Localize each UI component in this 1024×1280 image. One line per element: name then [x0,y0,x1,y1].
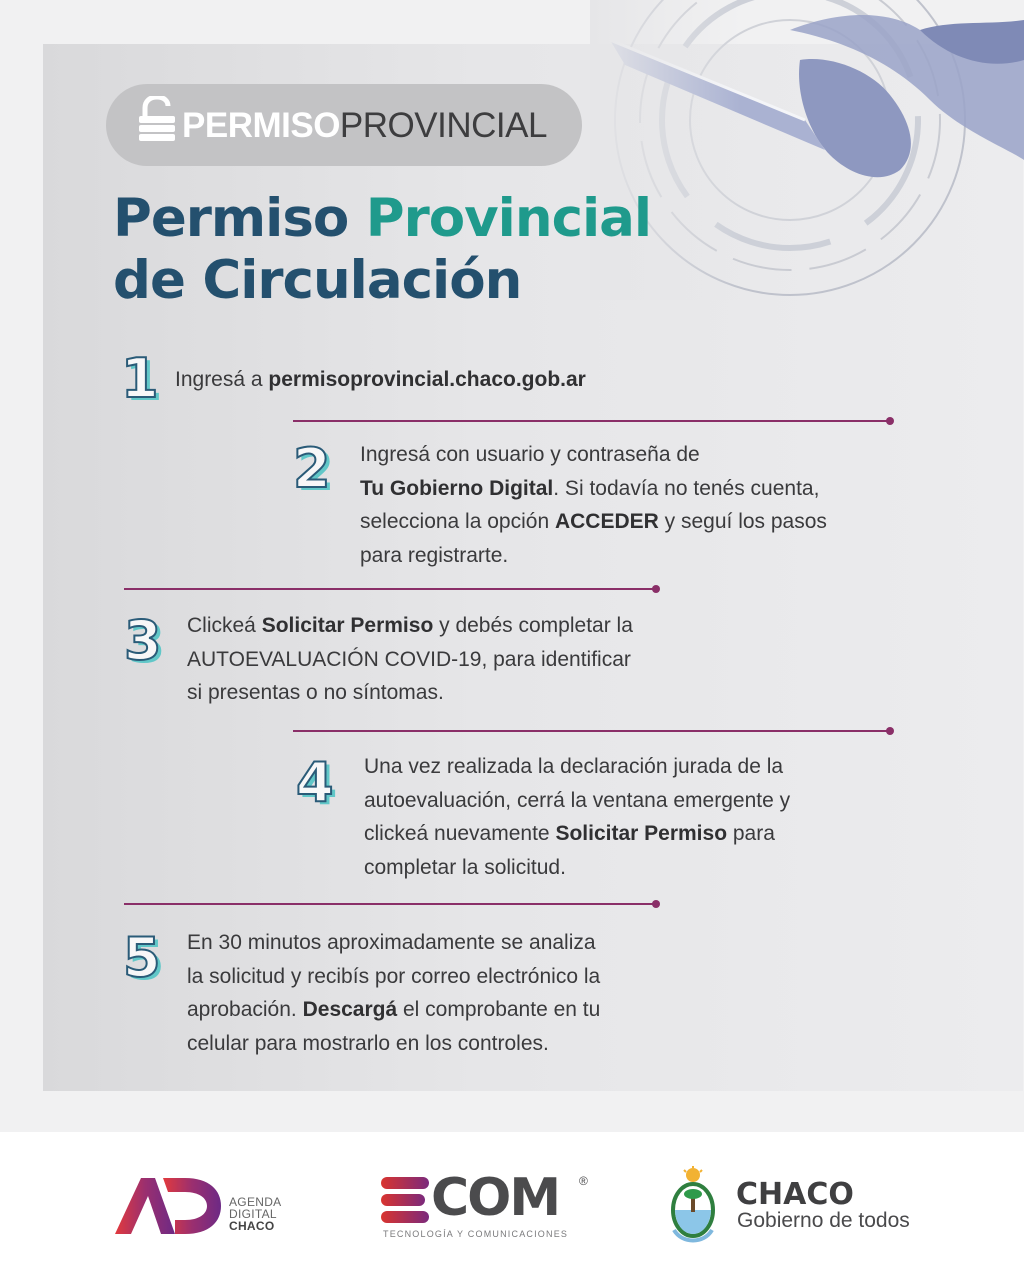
badge-text [182,104,547,148]
divider [293,420,891,422]
page-title [113,188,651,312]
title-word-provincial: Provincial [365,188,652,249]
agenda-digital-logo-icon [113,1176,223,1236]
divider [124,588,657,590]
step-4-text: Una vez realizada la declaración jurada de la autoevaluación, cerrá la ventana emergente y clickeá nuevamente Solicitar Permiso para completar la solicitud. [364,755,791,879]
divider [124,903,657,905]
hand-phone-illustration [590,0,1024,300]
step-1-number: 1 [121,347,159,410]
step-3-text: Clickeá Solicitar Permiso y debés completar la AUTOEVALUACIÓN COVID-19, para identificar si presentas o no síntomas. [187,614,633,705]
badge-light: PROVINCIAL [339,106,547,145]
chaco-name: CHACO [736,1177,854,1212]
ecom-tagline: TECNOLOGÍA Y COMUNICACIONES [383,1229,569,1239]
chaco-shield-icon [664,1166,722,1246]
step-2-text: Ingresá con usuario y contraseña de Tu Gobierno Digital. Si todavía no tenés cuenta, selecciona la opción ACCEDER y seguí los pasos para registrarte. [360,443,827,567]
site-url: permisoprovincial.chaco.gob.ar [268,368,586,391]
step-4-number: 4 [296,751,334,814]
divider [293,730,891,732]
title-line-2: de Circulación [113,250,522,311]
title-word-permiso: Permiso [113,188,349,249]
step-5-number: 5 [123,926,161,989]
ecom-wordmark: COM [431,1168,560,1228]
step-5-text: En 30 minutos aproximadamente se analiza la solicitud y recibís por correo electrónico la aprobación. Descargá el comprobante en tu celular para mostrarlo en los controles. [187,931,601,1055]
ecom-e-icon [381,1177,429,1223]
step-1-text: Ingresá a permisoprovincial.chaco.gob.ar [175,368,586,391]
unlocked-padlock-icon [138,96,176,142]
step-2-number: 2 [293,437,331,500]
badge-bold: PERMISO [182,106,340,145]
step-3-number: 3 [124,609,162,672]
agenda-digital-wordmark: AGENDA DIGITAL CHACO [229,1195,282,1233]
registered-mark: ® [579,1174,588,1188]
chaco-slogan: Gobierno de todos [737,1209,910,1232]
